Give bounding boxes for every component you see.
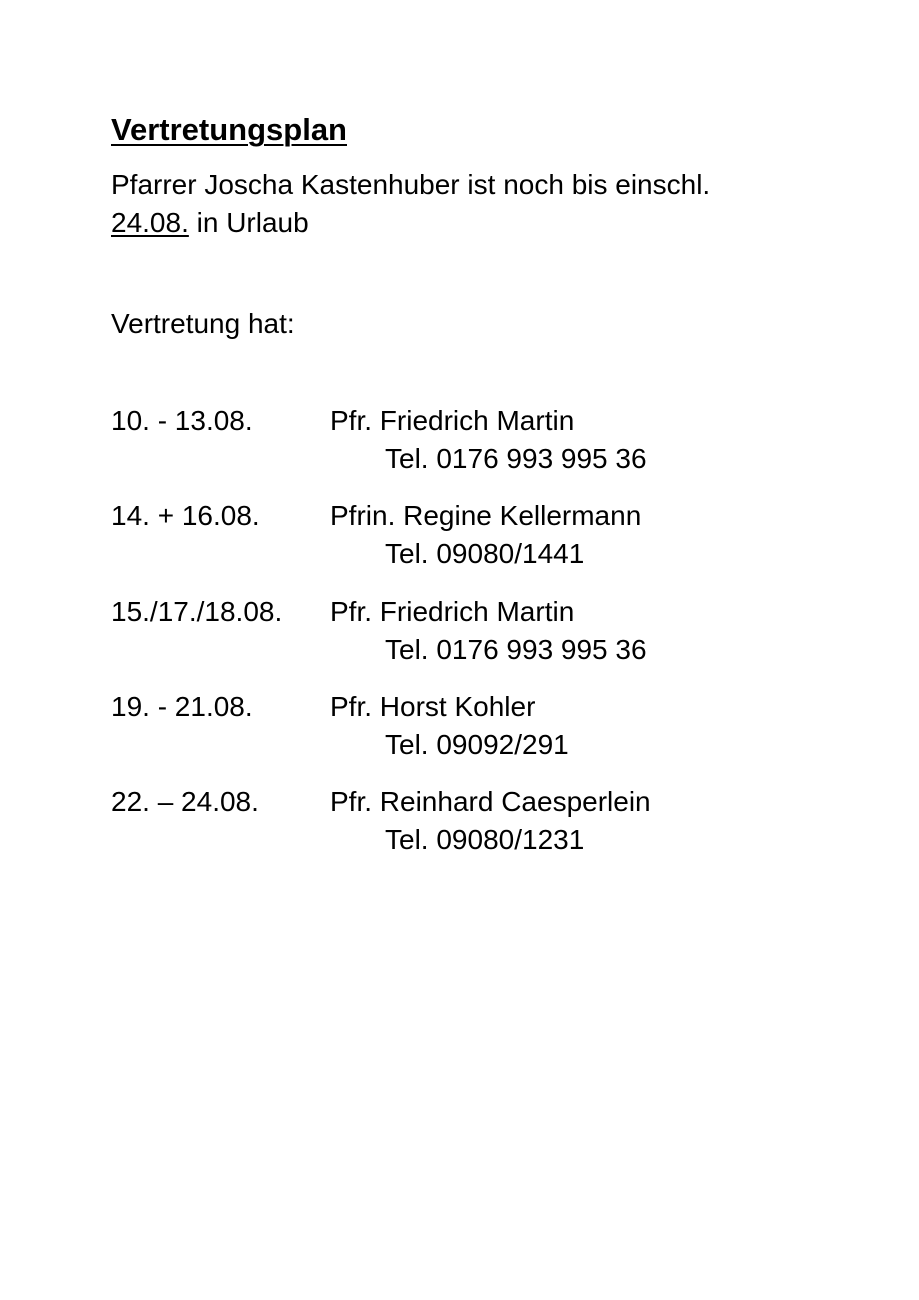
schedule-date-range: 19. - 21.08.	[111, 690, 253, 722]
substitute-phone: Tel. 09080/1441	[385, 538, 585, 570]
substitution-heading: Vertretung hat:	[111, 308, 295, 339]
intro-line-2	[111, 204, 710, 242]
schedule-date-range: 15./17./18.08.	[111, 595, 283, 627]
intro-line-1: Pfarrer Joscha Kastenhuber ist noch bis einschl.	[111, 169, 711, 200]
vacation-end-date: 24.08.	[111, 207, 189, 238]
substitution-schedule	[111, 402, 811, 878]
schedule-entry	[111, 593, 811, 688]
page-title: Vertretungsplan	[111, 112, 347, 147]
substitute-name: Pfrin. Regine Kellermann	[330, 500, 642, 532]
schedule-entry	[111, 688, 811, 783]
substitute-phone: Tel. 0176 993 995 36	[385, 633, 647, 665]
schedule-entry	[111, 783, 811, 878]
schedule-date-range: 10. - 13.08.	[111, 405, 253, 436]
schedule-date-range: 14. + 16.08.	[111, 500, 260, 532]
substitute-name: Pfr. Friedrich Martin	[330, 405, 575, 436]
substitute-phone: Tel. 0176 993 995 36	[385, 443, 647, 474]
substitute-name: Pfr. Reinhard Caesperlein	[330, 786, 651, 818]
schedule-entry	[111, 497, 811, 592]
schedule-entry	[111, 402, 811, 497]
substitute-phone: Tel. 09080/1231	[385, 824, 585, 856]
substitute-name: Pfr. Horst Kohler	[330, 690, 536, 722]
substitute-phone: Tel. 09092/291	[385, 728, 569, 760]
intro-line-2-rest: in Urlaub	[188, 207, 309, 238]
schedule-date-range: 22. – 24.08.	[111, 786, 259, 818]
intro-text	[111, 166, 710, 242]
substitute-name: Pfr. Friedrich Martin	[330, 595, 575, 627]
